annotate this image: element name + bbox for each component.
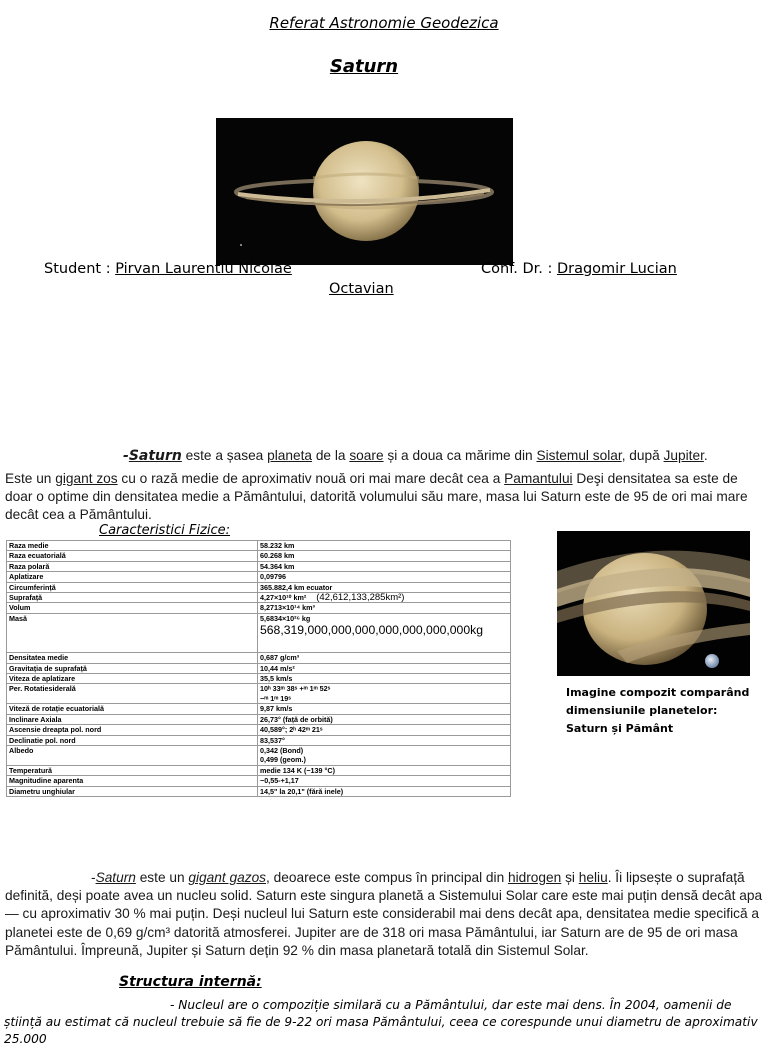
property-value-main: 35,5 km/s	[260, 674, 293, 684]
link-saturn[interactable]: Saturn	[95, 870, 136, 885]
intro-text: Este un	[5, 471, 56, 486]
property-value	[258, 582, 511, 592]
student-credit	[44, 261, 292, 277]
property-value-main: 58.232 km	[260, 541, 295, 550]
intro-text: cu o rază medie de aproximativ nouă ori mai mare decât cea a	[117, 471, 505, 486]
property-value	[258, 714, 511, 724]
property-value-main: 83,537°	[260, 735, 285, 745]
para-text: este un	[135, 870, 189, 885]
table-row	[7, 684, 511, 704]
property-value	[258, 551, 511, 561]
property-value	[258, 653, 511, 663]
property-label: Raza medie	[7, 541, 258, 551]
intro-paragraph	[5, 470, 765, 525]
saturn-illustration	[216, 118, 513, 265]
table-row	[7, 653, 511, 663]
table-row	[7, 704, 511, 714]
property-value-main: 60.268 km	[260, 551, 295, 561]
student-label: Student :	[44, 261, 116, 277]
property-value-main: 8,2713×10¹⁴ km³	[260, 603, 315, 613]
property-label: Volum	[7, 603, 258, 613]
link-gigant-zos[interactable]: gigant zos	[55, 471, 118, 486]
para-text: -	[91, 870, 96, 885]
intro-lead-saturn-link[interactable]: Saturn	[128, 448, 182, 464]
property-value-main: 0,687 g/cm³	[260, 653, 300, 663]
table-row	[7, 776, 511, 786]
property-label: Aplatizare	[7, 572, 258, 582]
property-value-main: 4,27×10¹⁰ km²	[260, 593, 307, 603]
link-heliu[interactable]: heliu	[578, 870, 608, 885]
intro-text: , după	[621, 448, 664, 463]
property-label: Magnitudine aparenta	[7, 776, 258, 786]
intro-text: .	[703, 448, 708, 463]
property-label: Gravitația de suprafață	[7, 663, 258, 673]
property-value	[258, 684, 511, 704]
characteristics-heading: Caracteristici Fizice:	[99, 523, 230, 538]
property-value-main: 0,342 (Bond)	[260, 745, 304, 755]
page-title: Saturn	[329, 56, 399, 77]
property-value	[258, 725, 511, 735]
para-text: . Îi lipsește o suprafață definită, deși poate avea un nucleu solid. Saturn este singura planetă a Sistemului Solar care este mai puțin densă decât apa — cu aproximativ 30 % mai puțin. Deși nucleul lui Saturn este considerabil mai dens decât apa, densitatea medie specifică a planetei este de 0,69 g/cm³ datorită atmosferei. Jupiter are de 318 ori masa Pământului, iar Saturn are de 95 de ori masa Pământului. Împreună, Jupiter și Saturn dețin 92 % din masa planetară totală din Sistemul Solar.	[5, 870, 763, 958]
intro-text: Deşi densitatea sa este de doar o optime din densitatea medie a Pământului, datorită volumului său mare, masa lui Saturn este de 95 de ori mai mare decât cea a Pământului.	[5, 471, 748, 523]
property-label: Viteză de rotație ecuatorială	[7, 704, 258, 714]
table-row	[7, 663, 511, 673]
property-value	[258, 541, 511, 551]
table-row	[7, 613, 511, 652]
intro-text: este a șasea	[181, 448, 268, 463]
property-value	[258, 572, 511, 582]
property-value	[258, 765, 511, 775]
property-value-main: 10ʰ 33ᵐ 38ˢ +ᵐ 1ᵐ 52ˢ	[260, 684, 331, 694]
structure-text: - Nucleul are o compoziție similară cu a Pământului, dar este mai dens. În 2004, oamenii de știință au estimat că nucleul trebuie să fie de 9-22 ori masa Pământului, ceea ce corespunde unui diametru de aproximativ 25.000	[4, 998, 758, 1046]
para-text: și	[561, 870, 579, 885]
table-row	[7, 551, 511, 561]
professor-name: Dragomir Lucian	[556, 261, 677, 277]
property-value	[258, 776, 511, 786]
table-row	[7, 714, 511, 724]
property-value-extra: (42,612,133,285km²)	[316, 592, 405, 604]
property-value	[258, 745, 511, 765]
property-label: Declinatie pol. nord	[7, 735, 258, 745]
property-value-main: 0,09796	[260, 572, 286, 582]
property-value-main: −0,55-+1,17	[260, 776, 299, 786]
property-value	[258, 593, 511, 603]
property-value	[258, 613, 511, 652]
property-label: Diametru unghiular	[7, 786, 258, 796]
table-row	[7, 572, 511, 582]
table-row	[7, 745, 511, 765]
table-row	[7, 786, 511, 796]
saturn-earth-composite	[557, 531, 750, 676]
gas-giant-paragraph	[5, 869, 765, 960]
property-label: Densitatea medie	[7, 653, 258, 663]
table-row	[7, 735, 511, 745]
property-label: Inclinare Axiala	[7, 714, 258, 724]
table-row	[7, 593, 511, 603]
link-gigant-gazos[interactable]: gigant gazos	[188, 870, 267, 885]
saturn-image	[216, 118, 513, 265]
link-planeta[interactable]: planeta	[267, 448, 313, 463]
property-value-main: 14,5" la 20,1" (fără inele)	[260, 786, 344, 796]
characteristics-table	[6, 540, 511, 797]
property-value-main: 26,73° (față de orbită)	[260, 714, 333, 724]
property-label: Ascensie dreapta pol. nord	[7, 725, 258, 735]
property-value-main: 9,87 km/s	[260, 704, 293, 714]
property-label: Raza polară	[7, 561, 258, 571]
property-label: Per. Rotatiesiderală	[7, 684, 258, 704]
property-value	[258, 674, 511, 684]
intro-text: și a doua ca mărime din	[383, 448, 537, 463]
property-value-main: 365.882,4 km ecuator	[260, 582, 333, 592]
property-label: Raza ecuatorială	[7, 551, 258, 561]
student-name: Pirvan Laurentiu Nicolae	[115, 261, 292, 277]
property-value	[258, 735, 511, 745]
property-label: Suprafață	[7, 593, 258, 603]
property-label: Temperatură	[7, 765, 258, 775]
professor-name-continued: Octavian	[329, 281, 394, 297]
intro-text: de la	[312, 448, 350, 463]
intro-lead-dash: -	[123, 448, 129, 464]
table-row	[7, 561, 511, 571]
table-row	[7, 582, 511, 592]
structure-heading: Structura internă:	[119, 974, 262, 990]
property-value-main: 5,6834×10²⁶ kg	[260, 613, 311, 623]
professor-credit	[481, 261, 677, 277]
property-value-extra: 568,319,000,000,000,000,000,000,000kg	[260, 623, 483, 638]
table-row	[7, 674, 511, 684]
table-row	[7, 725, 511, 735]
property-value	[258, 663, 511, 673]
property-value-main: 40,589°; 2ʰ 42ᵐ 21ˢ	[260, 725, 323, 735]
table-row	[7, 541, 511, 551]
composite-image	[557, 531, 750, 676]
link-sistemul-solar[interactable]: Sistemul solar	[536, 448, 622, 463]
property-value	[258, 561, 511, 571]
structure-paragraph	[4, 997, 768, 1048]
property-value-main: 54.364 km	[260, 561, 295, 571]
property-value-main: 10,44 m/s²	[260, 663, 295, 673]
property-value	[258, 704, 511, 714]
property-value-extra: 0,499 (geom.)	[260, 755, 306, 765]
table-row	[7, 603, 511, 613]
link-hidrogen[interactable]: hidrogen	[507, 870, 562, 885]
professor-label: Conf. Dr. :	[481, 261, 557, 277]
document-header: Referat Astronomie Geodezica	[269, 14, 499, 32]
property-label: Masă	[7, 613, 258, 652]
property-value-main: medie 134 K (−139 °C)	[260, 765, 335, 775]
property-label: Circumferință	[7, 582, 258, 592]
link-jupiter[interactable]: Jupiter	[663, 448, 704, 463]
property-value	[258, 603, 511, 613]
composite-caption: Imagine compozit comparând dimensiunile planetelor: Saturn și Pământ	[566, 686, 750, 735]
para-text: , deoarece este compus în principal din	[266, 870, 508, 885]
link-soare[interactable]: soare	[349, 448, 384, 463]
property-value-extra: −ᵐ 1ᵐ 19ˢ	[260, 693, 291, 703]
property-label: Albedo	[7, 745, 258, 765]
link-pamantului[interactable]: Pamantului	[504, 471, 573, 486]
intro-first-line	[123, 447, 708, 465]
table-row	[7, 765, 511, 775]
property-label: Viteza de aplatizare	[7, 674, 258, 684]
property-value	[258, 786, 511, 796]
